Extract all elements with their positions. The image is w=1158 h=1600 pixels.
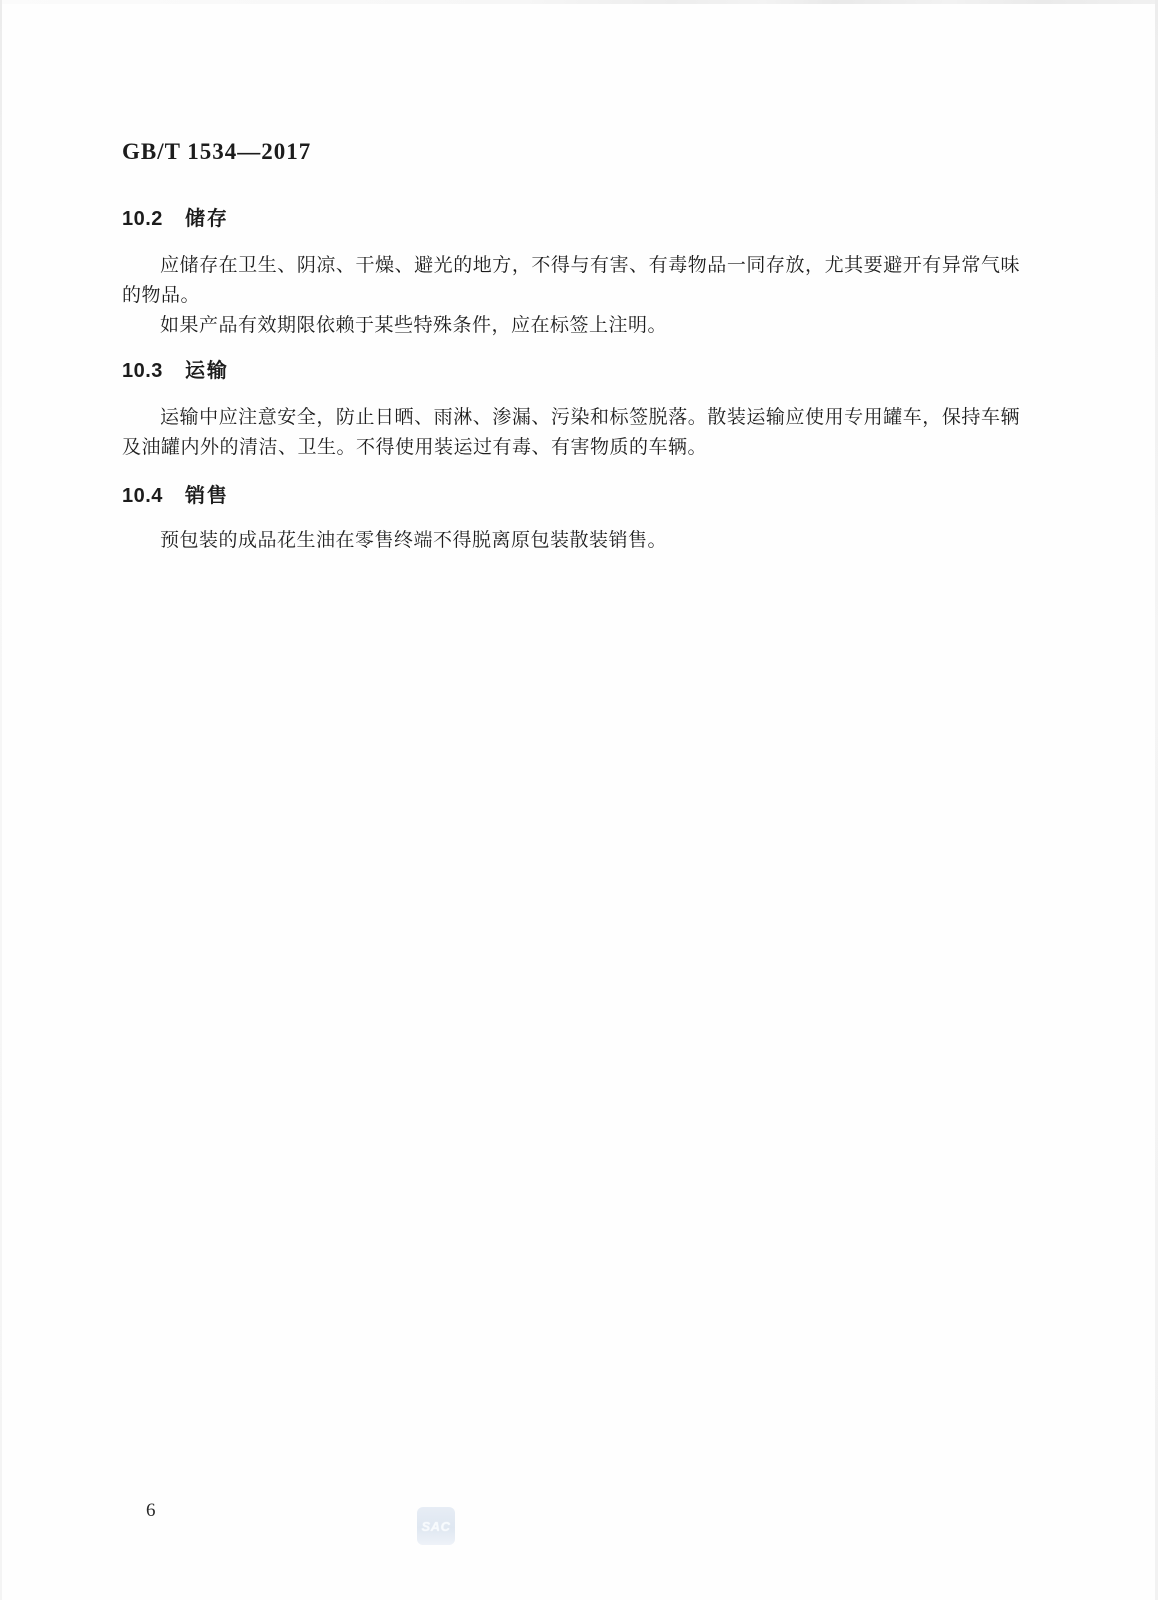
spacer — [122, 341, 1020, 358]
section-title: 运输 — [184, 360, 229, 382]
section-heading-storage — [122, 206, 1020, 232]
section-number: 10.4 — [122, 485, 163, 507]
scan-edge-top — [0, 0, 1158, 4]
section-title: 储存 — [184, 208, 229, 230]
page-content — [122, 139, 1020, 556]
section-sales — [122, 483, 1020, 556]
paragraph: 应储存在卫生、阴凉、干燥、避光的地方，不得与有害、有毒物品一同存放，尤其要避开有异常气味的物品。 — [122, 255, 1020, 306]
section-transport — [122, 358, 1020, 463]
spacer — [122, 384, 1020, 403]
paragraph: 预包装的成品花生油在零售终端不得脱离原包装散装销售。 — [160, 530, 668, 551]
page-number: 6 — [146, 1500, 156, 1521]
standard-number-header: GB/T 1534—2017 — [122, 139, 312, 164]
scan-edge-left — [0, 0, 2, 1600]
sac-watermark-logo — [417, 1507, 455, 1545]
section-heading-sales — [122, 483, 1020, 509]
section-number: 10.3 — [122, 360, 163, 382]
section-title: 销售 — [184, 485, 229, 507]
section-storage — [122, 206, 1020, 341]
section-number: 10.2 — [122, 208, 163, 230]
section-heading-transport — [122, 358, 1020, 384]
spacer — [122, 232, 1020, 251]
spacer — [122, 509, 1020, 526]
paragraph: 运输中应注意安全，防止日晒、雨淋、渗漏、污染和标签脱落。散装运输应使用专用罐车，保持车辆及油罐内外的清洁、卫生。不得使用装运过有毒、有害物质的车辆。 — [122, 407, 1020, 458]
sac-watermark-text: SAC — [421, 1518, 451, 1534]
paragraph: 如果产品有效期限依赖于某些特殊条件，应在标签上注明。 — [160, 315, 668, 336]
spacer — [122, 463, 1020, 483]
